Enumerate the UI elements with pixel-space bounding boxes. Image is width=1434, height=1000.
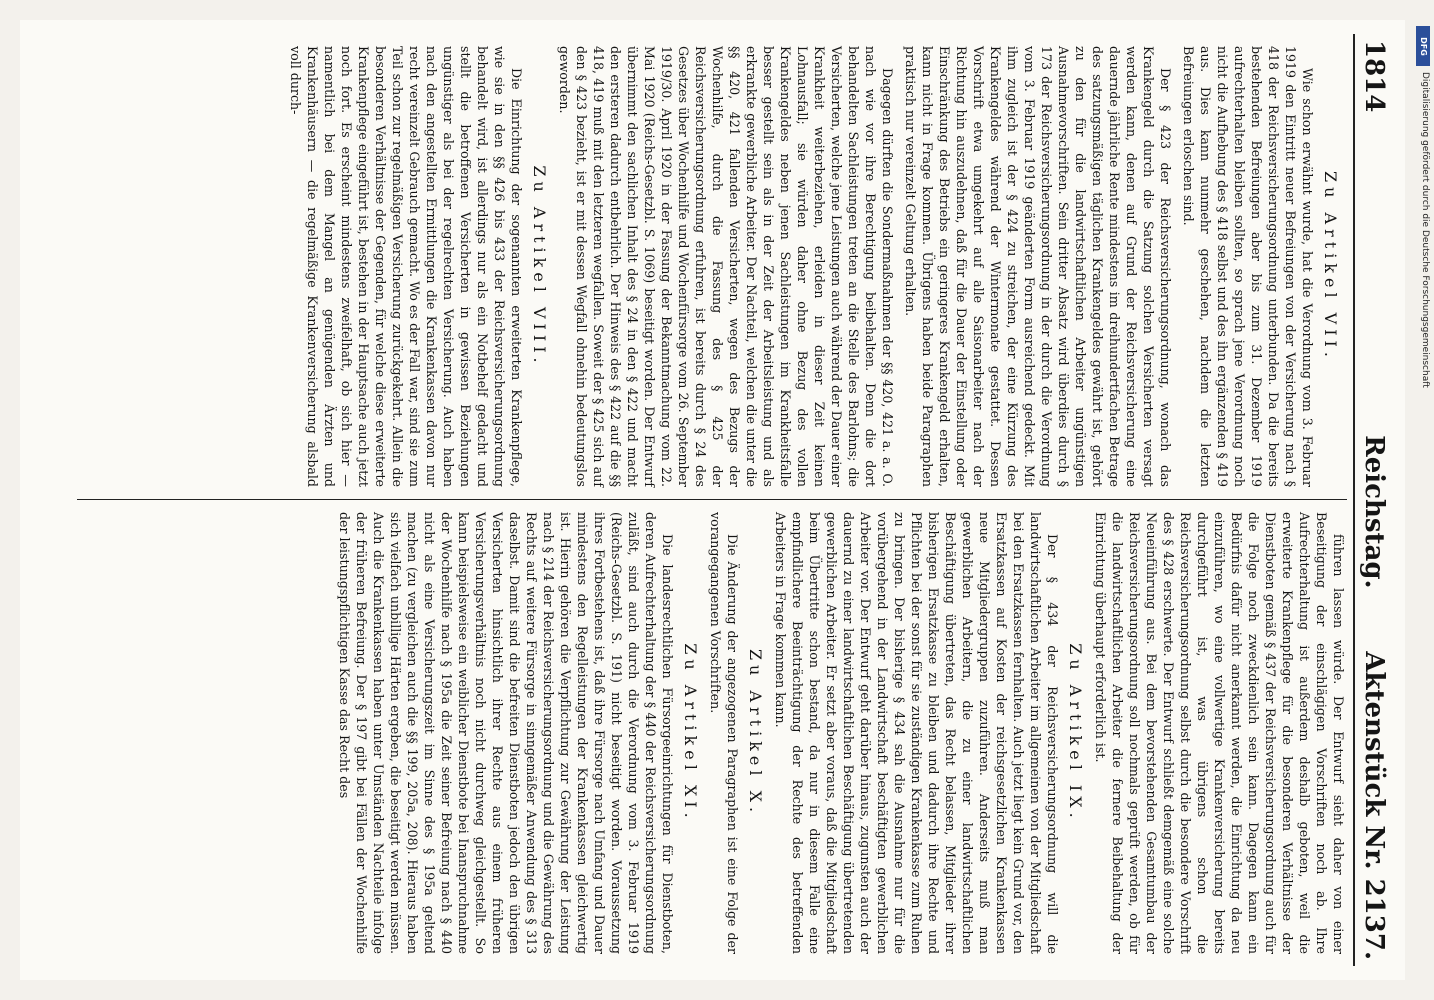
funding-note: [1414, 72, 1434, 632]
scanned-page: [20, 20, 1405, 980]
header-aktenstueck: Aktenstück Nr. 2137.: [1359, 651, 1389, 960]
text-columns: [77, 34, 1353, 966]
paragraph: Dagegen dürften die Sondermaßnahmen der §§ 420, 421 a. a. O. nach wie vor ihre Berechtigung beibehalten. Denn die dort behandelten Sachleistungen treten an die Stelle des Barlohns; die Versicherten, welche jene Leistungen auch während der Dauer einer Krankheit weiterbeziehen, erleiden in dieser Zeit keinen Lohnausfall; sie würden daher ohne Bezug des vollen Krankengeldes neben jenen Sachleistungen im Krankheitsfalle besser gestellt sein als in der Zeit der Arbeitsleistung und als erkrankte gewerbliche Arbeiter. Der Nachteil, welchen die unter die §§ 420, 421 fallenden Versicherten, wegen des Bezugs der Wochenhilfe, durch die Fassung des § 425 der Reichsversicherungsordnung erfuhren, ist bereits durch § 24 des Gesetzes über Wochenhilfe und Wochenfürsorge vom 26. September 1919/30. April 1920 in der Fassung der Bekanntmachung vom 22. Mai 1920 (Reichs-Gesetzbl. S. 1069) beseitigt worden. Der Entwurf übernimmt den sachlichen Inhalt des § 24 in den § 422 und macht den ersteren dadurch entbehrlich. Der Hinweis des § 422 auf die §§ 418, 419 muß mit den letzteren wegfallen. Soweit der § 425 sich auf den § 423 bezieht, ist er mit dessen Wegfall ohnehin bedeutungslos geworden.: [557, 46, 895, 487]
side-strip: [1414, 20, 1434, 980]
article-heading: Zu Artikel IX.: [1066, 643, 1085, 823]
left-column: [77, 34, 1347, 500]
paragraph: Die landesrechtlichen Fürsorgeeinrichtungen für Dienstboten, deren Aufrechterhaltung der § 440 der Reichsversicherungsordnung zuläßt, sind auch durch die Verordnung vom 3. Februar 1919 (Reichs-Gesetzbl. S. 191) nicht beseitigt worden. Voraussetzung ihres Fortbestehens ist, daß ihre Fürsorge nach Umfang und Dauer mindestens den Regelleistungen der Krankenkassen gleichwertig ist. Hierin gehören die Verpflichtung zur Gewährung der Leistung nach § 214 der Reichsversicherungsordnung und die Gewährung des Rechts auf weitere Fürsorge in sinngemäßer Anwendung des § 313 daselbst. Damit sind die befreiten Dienstboten jedoch den übrigen Versicherten hinsichtlich ihrer Rechte aus einem früheren Versicherungsverhältnis noch nicht durchweg gleichgestellt. So kann beispielsweise ein weiblicher Dienstbote bei Inanspruchnahme der Wochenhilfe nach § 195a die Zeit seiner Befreiung nach § 440 nicht als eine Versicherungszeit im Sinne des § 195a geltend machen (zu vergleichen auch die §§ 199, 205a, 208). Hieraus haben sich vielfach unbillige Härten ergeben, die beseitigt werden müssen. Auch die Krankenkassen haben unter Umständen Nachteile infolge der früheren Befreiung. Der § 197 gibt bei Fällen der Wochenhilfe der leistungspflichtigen Kasse das Recht des: [337, 512, 675, 954]
dfg-logo-badge: [1416, 26, 1430, 66]
article-heading: Zu Artikel VIII.: [530, 165, 549, 368]
page-number: 1814: [1359, 40, 1389, 113]
paragraph: Die Einrichtung der sogenannten erweiterten Krankenpflege, wie sie in den §§ 426 bis 433 der Reichsversicherungsordnung behandelt wird, ist allerdings nur als ein Notbehelf gedacht und stellt die betroffenen Versicherten in gewissen Beziehungen ungünstiger als bei der regelrechten Versicherung. Auch haben nach den angestellten Ermittlungen die Krankenkassen davon nur recht vereinzelt Gebrauch gemacht. Wo es der Fall war, sind sie zum Teil schon zur regelmäßigen Versicherung zurückgekehrt. Allein die besonderen Verhältnisse der Gegenden, für welche diese erweiterte Krankenpflege eingeführt ist, bestehen in der Hauptsache auch jetzt noch fort. Es erscheint mindestens zweifelhaft, ob sich hier — namentlich bei dem Mangel an genügenden Ärzten und Krankenhäusern — die regelmäßige Krankenversicherung alsbald voll durch-: [288, 46, 524, 487]
rotated-page-content: [65, 20, 1405, 980]
right-column: [77, 500, 1347, 966]
article-heading: Zu Artikel VII.: [1321, 171, 1340, 362]
article-heading: Zu Artikel X.: [746, 648, 765, 818]
funding-note-text: Digitalisierung gefördert durch die Deutsche Forschungsgemeinschaft: [1420, 72, 1430, 388]
paragraph: Der § 434 der Reichsversicherungsordnung will die landwirtschaftlichen Arbeiter im allgemeinen von der Mitgliedschaft bei den Ersatzkassen fernhalten. Auch jetzt liegt kein Grund vor, den Ersatzkassen auf Kosten der reichsgesetzlichen Krankenkassen neue Mitgliedergruppen zuzuführen. Anderseits muß man gewerblichen Arbeitern, die zu einer landwirtschaftlichen Beschäftigung übertreten, das Recht belassen, Mitglieder ihrer bisherigen Ersatzkasse zu bleiben und dadurch ihre Rechte und Pflichten bei der sonst für sie zuständigen Krankenkasse zum Ruhen zu bringen. Der bisherige § 434 sah die Ausnahme nur für die vorübergehend in der Landwirtschaft beschäftigten gewerblichen Arbeiter vor. Der Entwurf geht darüber hinaus, zugunsten auch der dauernd zu einer landwirtschaftlichen Beschäftigung übertretenden gewerblichen Arbeiter. Er setzt aber voraus, daß die Mitgliedschaft beim Übertritte schon bestand, da nur in diesem Falle eine empfindlichere Beeinträchtigung der Rechte des betreffenden Arbeiters in Frage kommen kann.: [773, 512, 1060, 954]
dfg-badge-text: DFG: [1418, 36, 1428, 56]
paragraph: Der § 423 der Reichsversicherungsordnung, wonach das Krankengeld durch die Satzung solchen Versicherten versagt werden kann, denen auf Grund der Reichsversicherung eine dauernde jährliche Rente mindestens im dreihundertfachen Betrage des satzungsmäßigen täglichen Krankengeldes gewährt ist, gehört zu den für die landwirtschaftlichen Arbeiter ungünstigen Ausnahmevorschriften. Sein dritter Absatz wird überdies durch § 173 der Reichsversicherungsordnung in der durch die Verordnung vom 3. Februar 1919 geänderten Form ausreichend gedeckt. Mit ihm zugleich ist der § 424 zu streichen, der eine Kürzung des Krankengeldes während der Wintermonate gestattet. Dessen Vorschrift etwa umgekehrt auf alle Saisonarbeiter nach der Richtung hin auszudehnen, daß für die Dauer der Einstellung oder Einschränkung des Betriebs ein geringeres Krankengeld erhalten, kann nicht in Frage kommen. Übrigens haben beide Paragraphen praktisch nur vereinzelt Geltung erhalten.: [903, 46, 1173, 487]
page-header: [1353, 34, 1399, 966]
paragraph: Wie schon erwähnt wurde, hat die Verordnung vom 3. Februar 1919 den Eintritt neuer Befreiungen von der Versicherung nach § 418 der Reichsversicherungsordnung unterbunden. Da die bereits bestehenden Befreiungen aber bis zum 31. Dezember 1919 aufrechterhalten bleiben sollten, so sprach jene Verordnung noch nicht die Aufhebung des § 418 selbst und des ihn ergänzenden § 419 aus. Dies kann nunmehr geschehen, nachdem die letzten Befreiungen erloschen sind.: [1181, 46, 1315, 487]
header-reichstag: Reichstag.: [1359, 435, 1389, 589]
article-heading: Zu Artikel XI.: [681, 643, 700, 823]
paragraph: führen lassen würde. Der Entwurf sieht daher von einer Beseitigung der einschlägigen Vorschriften noch ab. Ihre Aufrechterhaltung ist außerdem deshalb geboten, weil die erweiterte Krankenpflege für die besonderen Verhältnisse der Dienstboten gemäß § 437 der Reichsversicherungsordnung auch für die Folge noch zweckdienlich sein kann. Dagegen kann ein Bedürfnis dafür nicht anerkannt werden, die Einrichtung da neu einzuführen, wo eine vollwertige Krankenversicherung bereits durchgeführt ist, was übrigens schon die Reichsversicherungsordnung selbst durch die besondere Vorschrift des § 428 erschwerte. Der Entwurf schließt demgemäß eine solche Neueinführung aus. Bei dem bevorstehenden Gesamtumbau der Reichsversicherungsordnung soll nochmals geprüft werden, ob für die landwirtschaftlichen Arbeiter die fernere Beibehaltung der Einrichtung überhaupt erforderlich ist.: [1093, 512, 1346, 954]
paragraph: Die Änderung der angezogenen Paragraphen ist eine Folge der vorangegangenen Vorschriften.: [708, 512, 740, 954]
